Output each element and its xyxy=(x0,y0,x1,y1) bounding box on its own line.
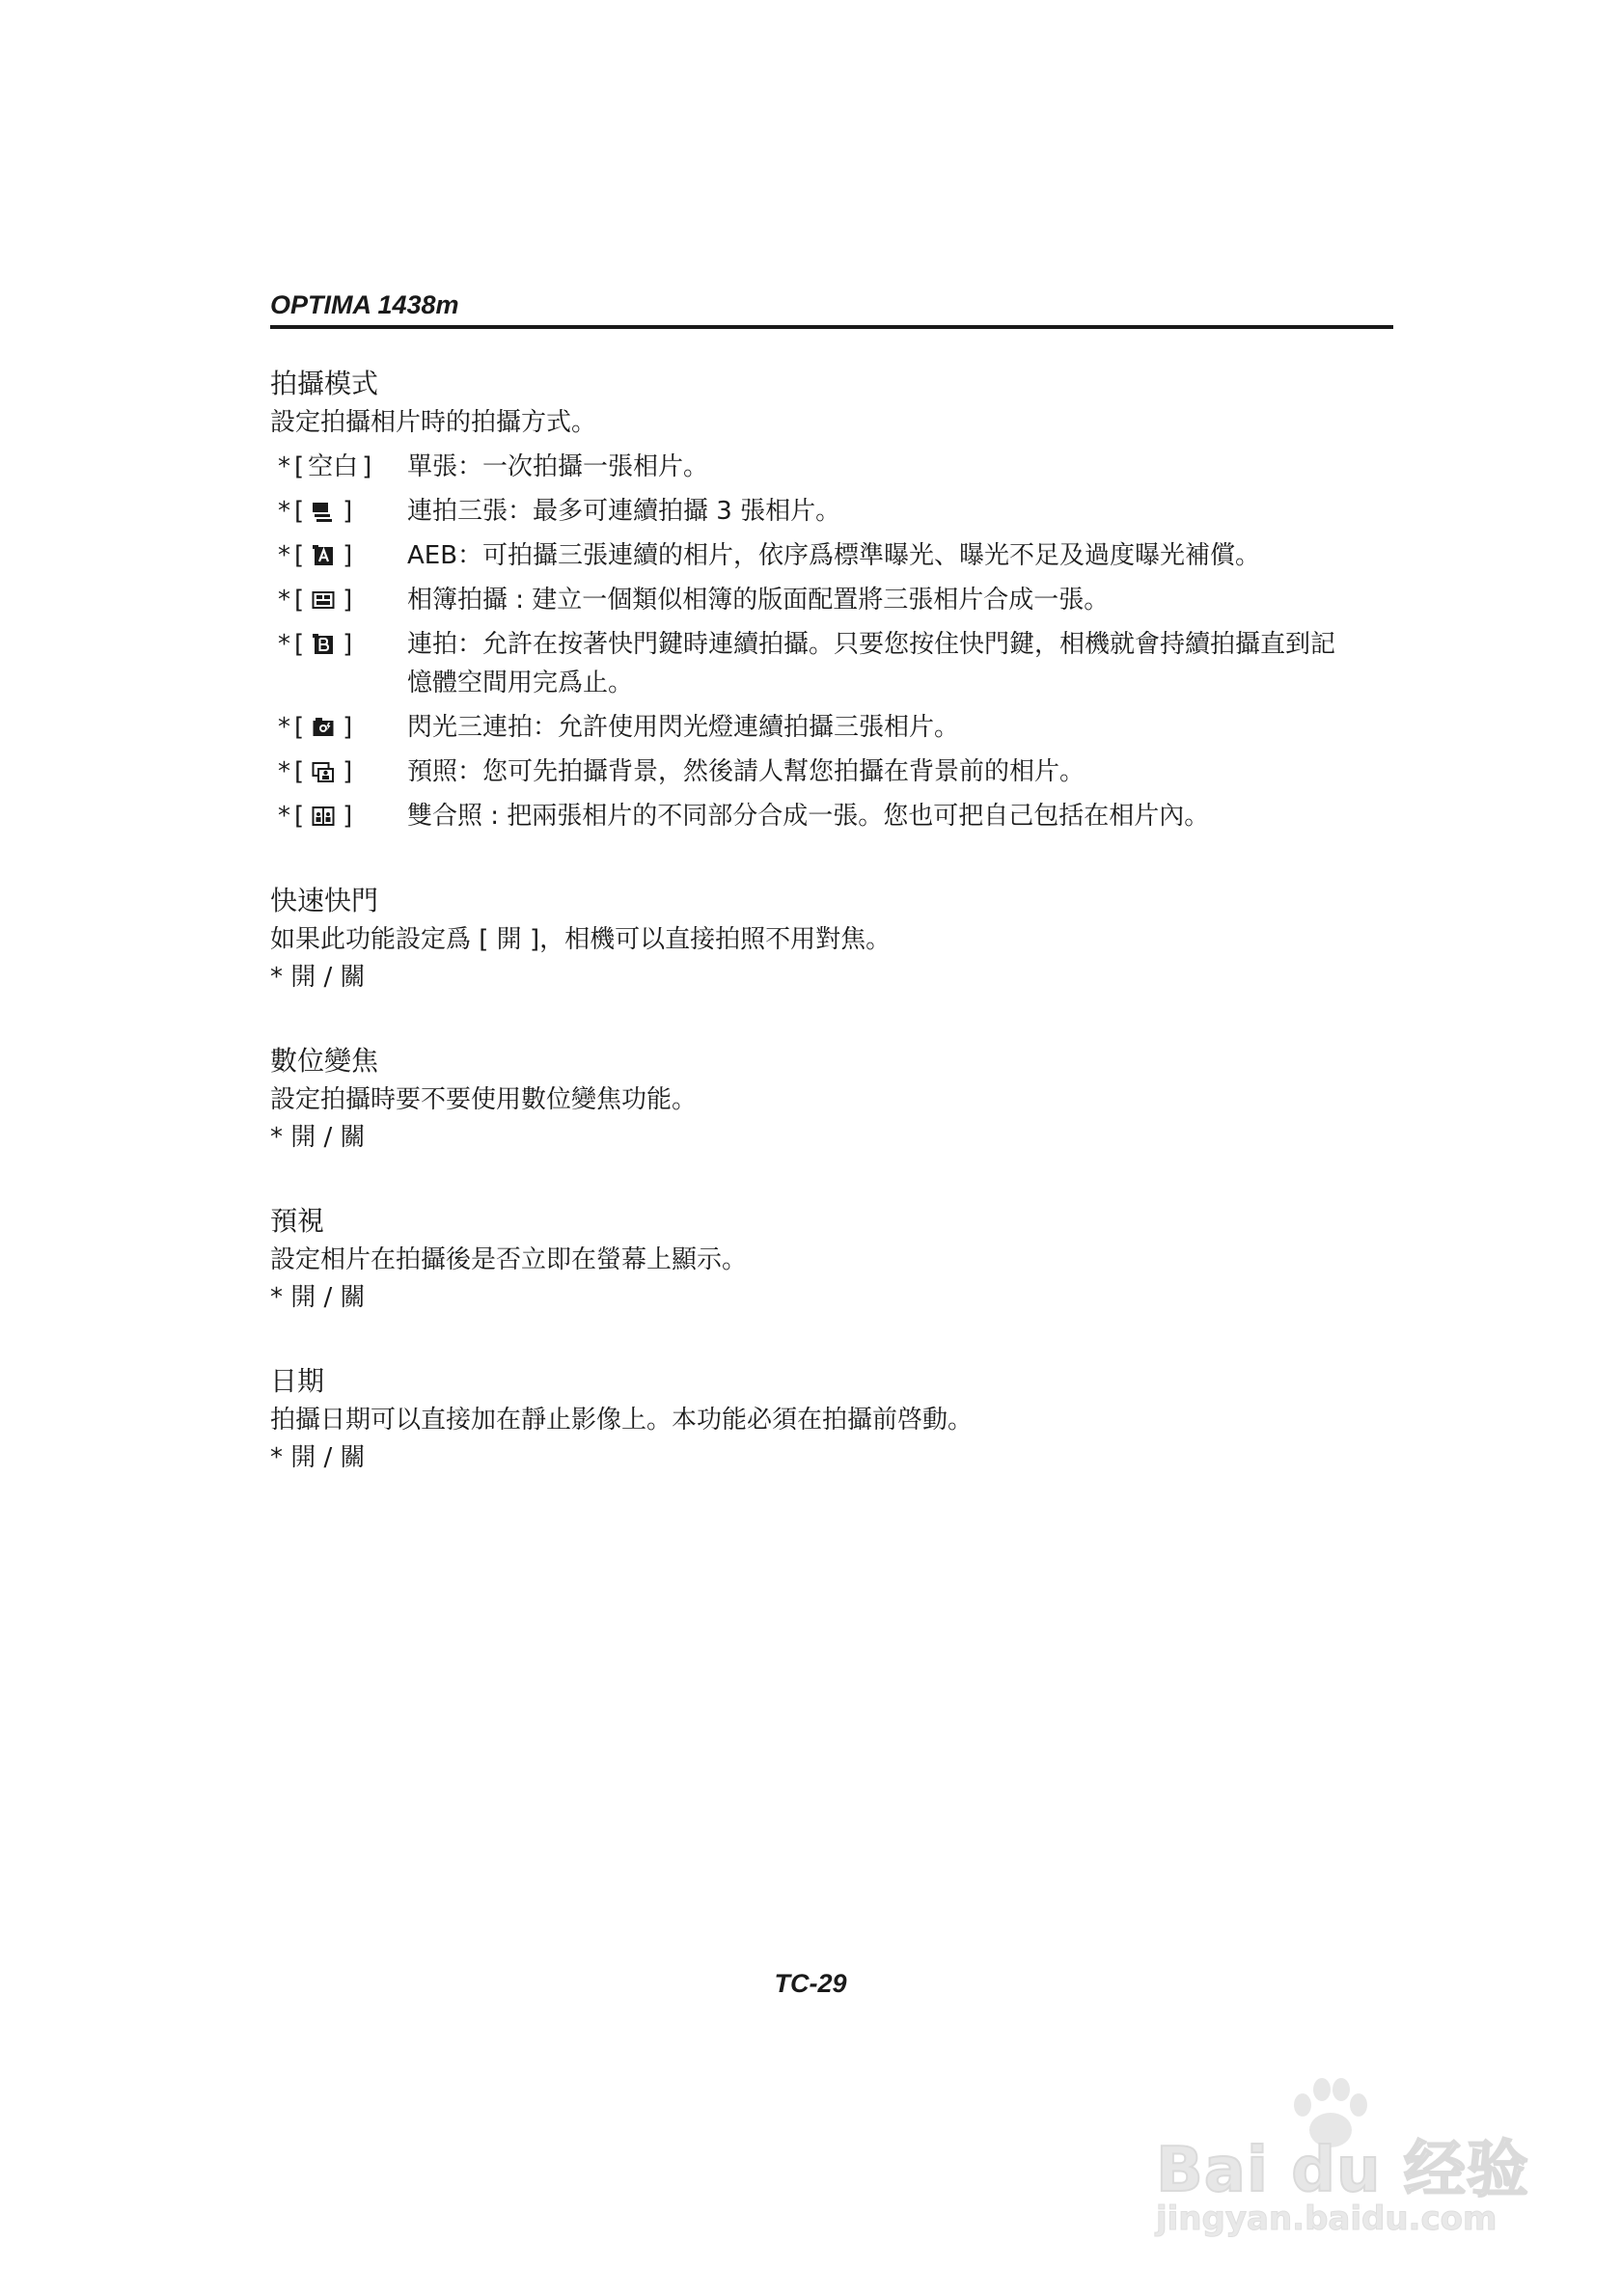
bracket-open: [ xyxy=(294,630,305,659)
mode-key xyxy=(270,797,407,835)
option-values: * 開 / 關 xyxy=(270,1283,366,1312)
mode-key xyxy=(270,536,407,575)
bracket-open: [ xyxy=(294,713,305,742)
pre-shot-icon xyxy=(312,760,335,783)
mode-key xyxy=(270,492,407,531)
shooting-mode-section xyxy=(270,365,1393,835)
section-title: 預視 xyxy=(270,1205,325,1237)
bracket-open: [ xyxy=(294,452,305,481)
bullet: * xyxy=(278,630,290,659)
bullet: * xyxy=(278,497,290,526)
bullet: * xyxy=(278,802,290,831)
bracket-close: ] xyxy=(362,452,372,481)
page-number: TC-29 xyxy=(774,1969,847,1998)
watermark xyxy=(1156,2064,1542,2257)
aeb-icon xyxy=(312,544,335,567)
mode-item xyxy=(270,448,1393,486)
mode-key xyxy=(270,752,407,791)
album-icon xyxy=(312,588,335,612)
section-title: 快速快門 xyxy=(270,885,379,916)
option-values: * 開 / 關 xyxy=(270,1443,366,1472)
mode-item xyxy=(270,708,1393,747)
bracket-close: ] xyxy=(343,541,353,570)
mode-description: 雙合照 : 把兩張相片的不同部分合成一張。您也可把自己包括在相片內。 xyxy=(407,802,1210,831)
watermark-url: jingyan.baidu.com xyxy=(1156,2200,1497,2238)
section-title: 數位變焦 xyxy=(270,1045,379,1077)
watermark-brand: Bai du 经验 xyxy=(1156,2135,1529,2206)
section-description: 設定拍攝時要不要使用數位變焦功能。 xyxy=(270,1085,698,1114)
bullet: * xyxy=(278,713,290,742)
bracket-open: [ xyxy=(294,757,305,786)
mode-description: 閃光三連拍：允許使用閃光燈連續拍攝三張相片。 xyxy=(407,713,960,742)
mode-description: AEB：可拍攝三張連續的相片，依序爲標準曝光、曝光不足及過度曝光補償。 xyxy=(407,541,1261,570)
mode-key-text: 空白 xyxy=(308,452,359,481)
section-title: 日期 xyxy=(270,1365,325,1397)
mode-item xyxy=(270,625,1393,702)
quick-shutter-section xyxy=(270,882,1393,996)
document-header: OPTIMA 1438m xyxy=(270,290,459,319)
bracket-open: [ xyxy=(294,586,305,615)
bullet: * xyxy=(278,541,290,570)
digital-zoom-section xyxy=(270,1042,1393,1156)
burst-3-icon xyxy=(312,500,335,523)
section-description: 設定相片在拍攝後是否立即在螢幕上顯示。 xyxy=(270,1245,748,1274)
mode-item xyxy=(270,752,1393,791)
mode-key xyxy=(270,708,407,747)
shooting-mode-list xyxy=(270,448,1393,835)
mode-item xyxy=(270,797,1393,835)
date-section xyxy=(270,1362,1393,1476)
bracket-close: ] xyxy=(343,586,353,615)
bracket-close: ] xyxy=(343,497,353,526)
mode-key xyxy=(270,625,407,664)
mode-description: 相簿拍攝 : 建立一個類似相簿的版面配置將三張相片合成一張。 xyxy=(407,586,1110,615)
continuous-icon xyxy=(312,633,335,656)
section-description: 拍攝日期可以直接加在靜止影像上。本功能必須在拍攝前啓動。 xyxy=(270,1406,974,1435)
bracket-close: ] xyxy=(343,630,353,659)
mode-key xyxy=(270,448,407,486)
preview-section xyxy=(270,1202,1393,1316)
bracket-close: ] xyxy=(343,802,353,831)
mode-item xyxy=(270,581,1393,619)
section-title: 拍攝模式 xyxy=(270,368,379,399)
bracket-open: [ xyxy=(294,497,305,526)
coupling-shot-icon xyxy=(312,805,335,828)
bracket-close: ] xyxy=(343,757,353,786)
mode-key xyxy=(270,581,407,619)
bracket-open: [ xyxy=(294,541,305,570)
mode-item xyxy=(270,492,1393,531)
option-values: * 開 / 關 xyxy=(270,963,366,992)
bracket-open: [ xyxy=(294,802,305,831)
manual-content xyxy=(270,365,1393,1476)
header-rule xyxy=(270,325,1393,329)
mode-item xyxy=(270,536,1393,575)
bullet: * xyxy=(278,757,290,786)
bullet: * xyxy=(278,452,290,481)
section-description: 設定拍攝相片時的拍攝方式。 xyxy=(270,408,597,437)
bullet: * xyxy=(278,586,290,615)
mode-description: 連拍：允許在按著快門鍵時連續拍攝。只要您按住快門鍵，相機就會持續拍攝直到記憶體空間用完爲止。 xyxy=(407,630,1336,697)
mode-description: 單張：一次拍攝一張相片。 xyxy=(407,452,709,481)
section-description: 如果此功能設定爲 [ 開 ]，相機可以直接拍照不用對焦。 xyxy=(270,925,892,954)
mode-description: 預照：您可先拍攝背景，然後請人幫您拍攝在背景前的相片。 xyxy=(407,757,1085,786)
option-values: * 開 / 關 xyxy=(270,1123,366,1152)
bracket-close: ] xyxy=(343,713,353,742)
flash-burst-icon xyxy=(312,716,335,739)
mode-description: 連拍三張：最多可連續拍攝 3 張相片。 xyxy=(407,497,841,526)
